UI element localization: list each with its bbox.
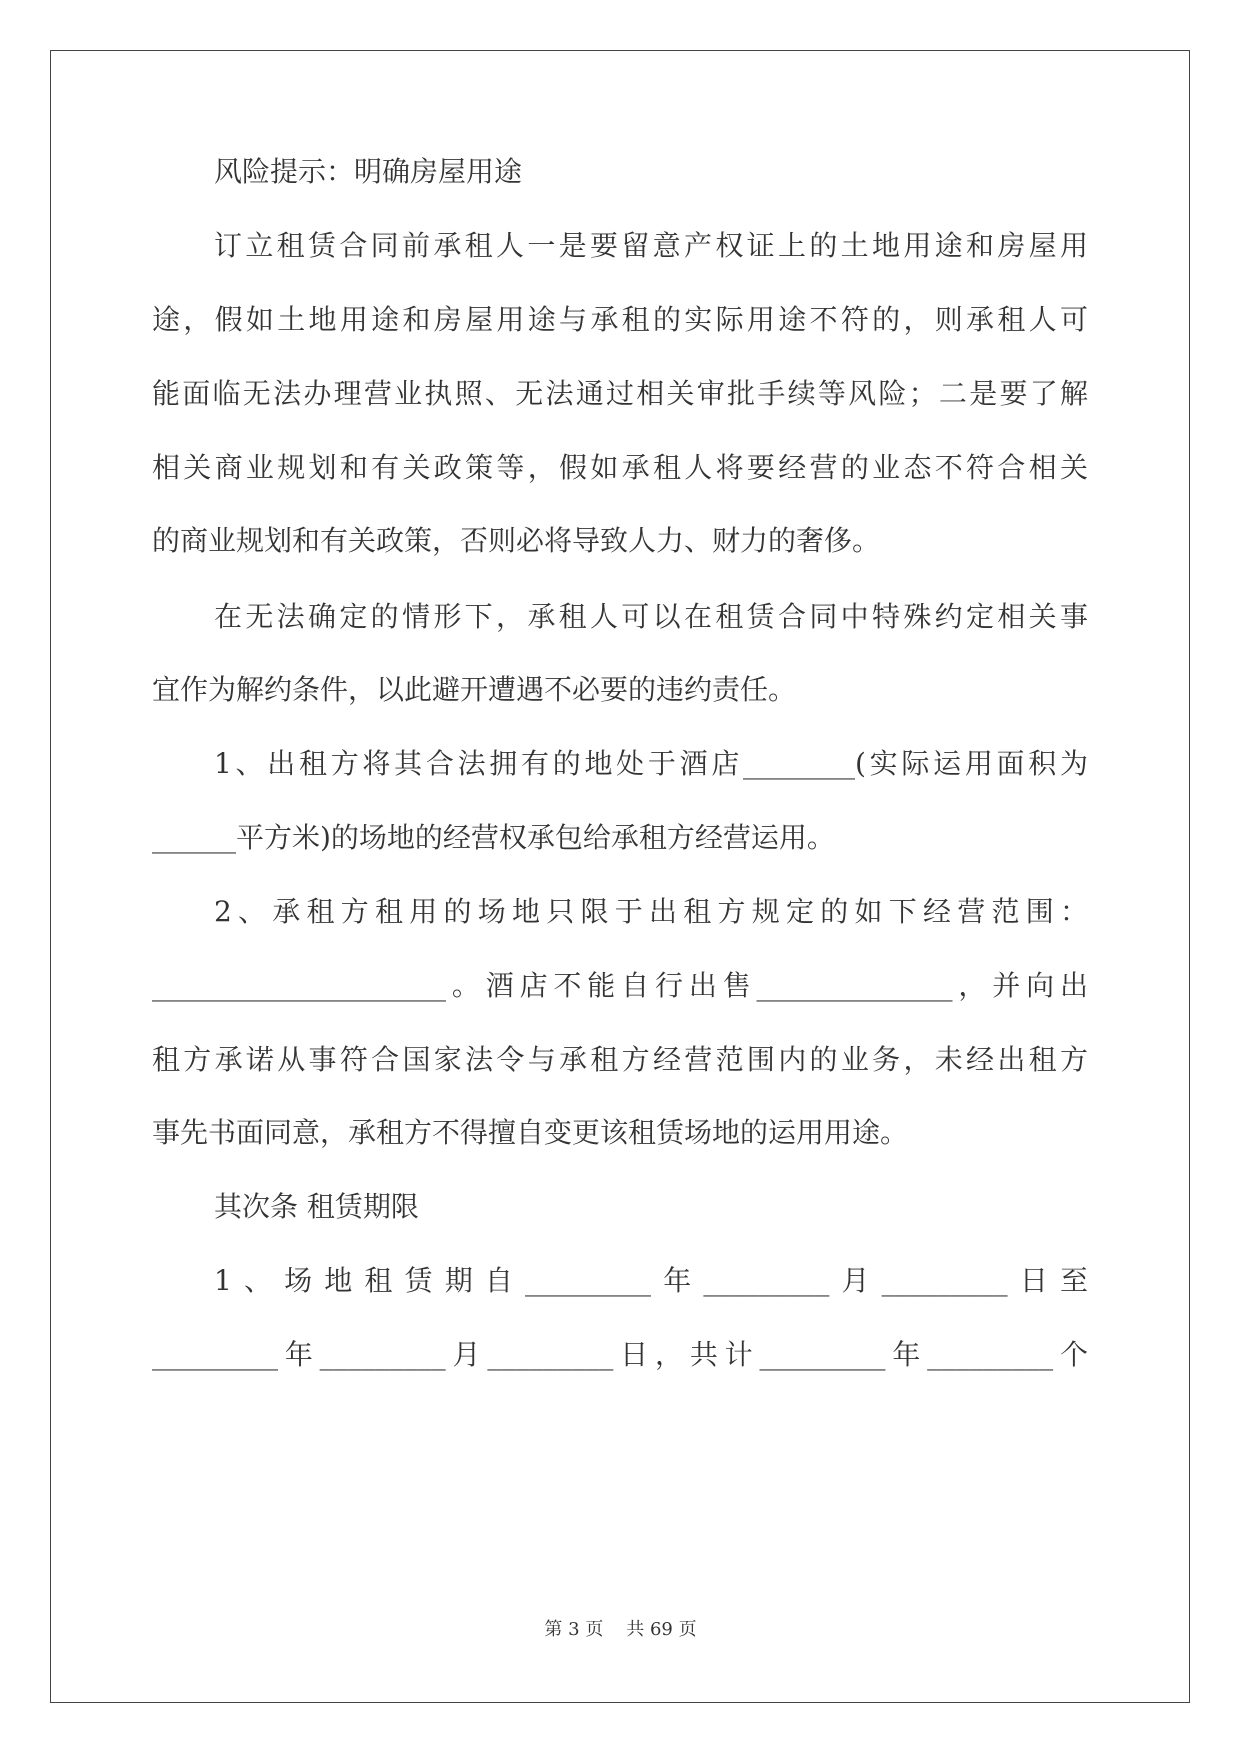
paragraph-line: 订立租赁合同前承租人一是要留意产权证上的土地用途和房屋用 [214, 229, 1088, 262]
page-border [50, 50, 1190, 1703]
footer-page-unit: 页 [585, 1619, 604, 1640]
clause-line: _____________________。酒店不能自行出售______________，并向出 [152, 969, 1088, 1002]
clause-line: 1、出租方将其合法拥有的地处于酒店________(实际运用面积为 [214, 747, 1088, 780]
paragraph-line: 相关商业规划和有关政策等，假如承租人将要经营的业态不符合相关 [152, 451, 1088, 484]
section-heading-risk: 风险提示：明确房屋用途 [214, 155, 523, 188]
clause-line: 事先书面同意，承租方不得擅自变更该租赁场地的运用用途。 [152, 1116, 909, 1149]
paragraph-line: 能面临无法办理营业执照、无法通过相关审批手续等风险；二是要了解 [152, 377, 1088, 410]
paragraph-line: 在无法确定的情形下，承租人可以在租赁合同中特殊约定相关事 [214, 600, 1088, 633]
clause-line: _________年_________月_________日，共计_________年_________个 [152, 1338, 1088, 1371]
paragraph-line: 的商业规划和有关政策，否则必将导致人力、财力的奢侈。 [152, 524, 881, 557]
footer-total-pages: 69 [649, 1619, 673, 1640]
section-heading-term: 其次条 租赁期限 [214, 1190, 419, 1223]
footer-total-prefix: 共 [626, 1619, 645, 1640]
clause-line: 2、承租方租用的场地只限于出租方规定的如下经营范围： [214, 895, 1088, 928]
paragraph-line: 途，假如土地用途和房屋用途与承租的实际用途不符的，则承租人可 [152, 303, 1088, 336]
footer-total-unit: 页 [678, 1619, 697, 1640]
footer-page-number: 3 [568, 1619, 580, 1640]
footer-page-prefix: 第 [544, 1619, 563, 1640]
clause-line: 1、场地租赁期自_________年_________月_________日至 [214, 1264, 1088, 1297]
page-footer [0, 1618, 1241, 1642]
clause-line: 租方承诺从事符合国家法令与承租方经营范围内的业务，未经出租方 [152, 1043, 1088, 1076]
clause-line: ______平方米)的场地的经营权承包给承租方经营运用。 [152, 821, 835, 854]
paragraph-line: 宜作为解约条件，以此避开遭遇不必要的违约责任。 [152, 673, 797, 706]
